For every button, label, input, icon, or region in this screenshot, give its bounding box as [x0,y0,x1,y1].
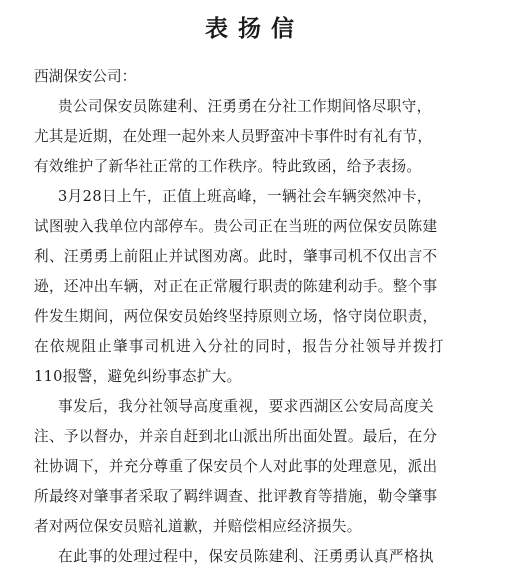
text-line: 注、予以督办，并亲自赶到北山派出所出面处置。最后，在分 [34,428,438,445]
text-line: 贵公司保安员陈建利、汪勇勇在分社工作期间恪尽职守， [58,98,432,115]
text-line: 3月28日上午，正值上班高峰，一辆社会车辆突然冲卡， [58,188,432,205]
letter-title: 表扬信 [205,15,304,42]
text-line: 所最终对肇事者采取了羁绊调查、批评教育等措施，勒令肇事 [34,488,438,505]
text-line: 件发生期间，两位保安员始终坚持原则立场，恪守岗位职责， [34,308,438,325]
text-line: 在依规阻止肇事司机进入分社的同时，报告分社领导并拨打 [34,338,445,355]
text-line: 逊，还冲出车辆，对正在正常履行职责的陈建利动手。整个事 [34,278,438,295]
text-line: 试图驶入我单位内部停车。贵公司正在当班的两位保安员陈建 [34,218,438,235]
text-line: 社协调下，并充分尊重了保安员个人对此事的处理意见，派出 [34,458,438,475]
text-line: 在此事的处理过程中，保安员陈建利、汪勇勇认真严格执 [58,548,435,565]
text-line: 尤其是近期，在处理一起外来人员野蛮冲卡事件时有礼有节， [34,128,433,145]
text-line: 利、汪勇勇上前阻止并试图劝离。此时，肇事司机不仅出言不 [34,248,438,265]
text-line: 事发后，我分社领导高度重视，要求西湖区公安局高度关 [58,398,435,415]
text-line: 110报警，避免纠纷事态扩大。 [34,368,242,385]
text-line: 者对两位保安员赔礼道歉，并赔偿相应经济损失。 [34,518,362,535]
text-line: 有效维护了新华社正常的工作秩序。特此致函，给予表扬。 [34,158,422,175]
salutation: 西湖保安公司： [34,68,137,85]
